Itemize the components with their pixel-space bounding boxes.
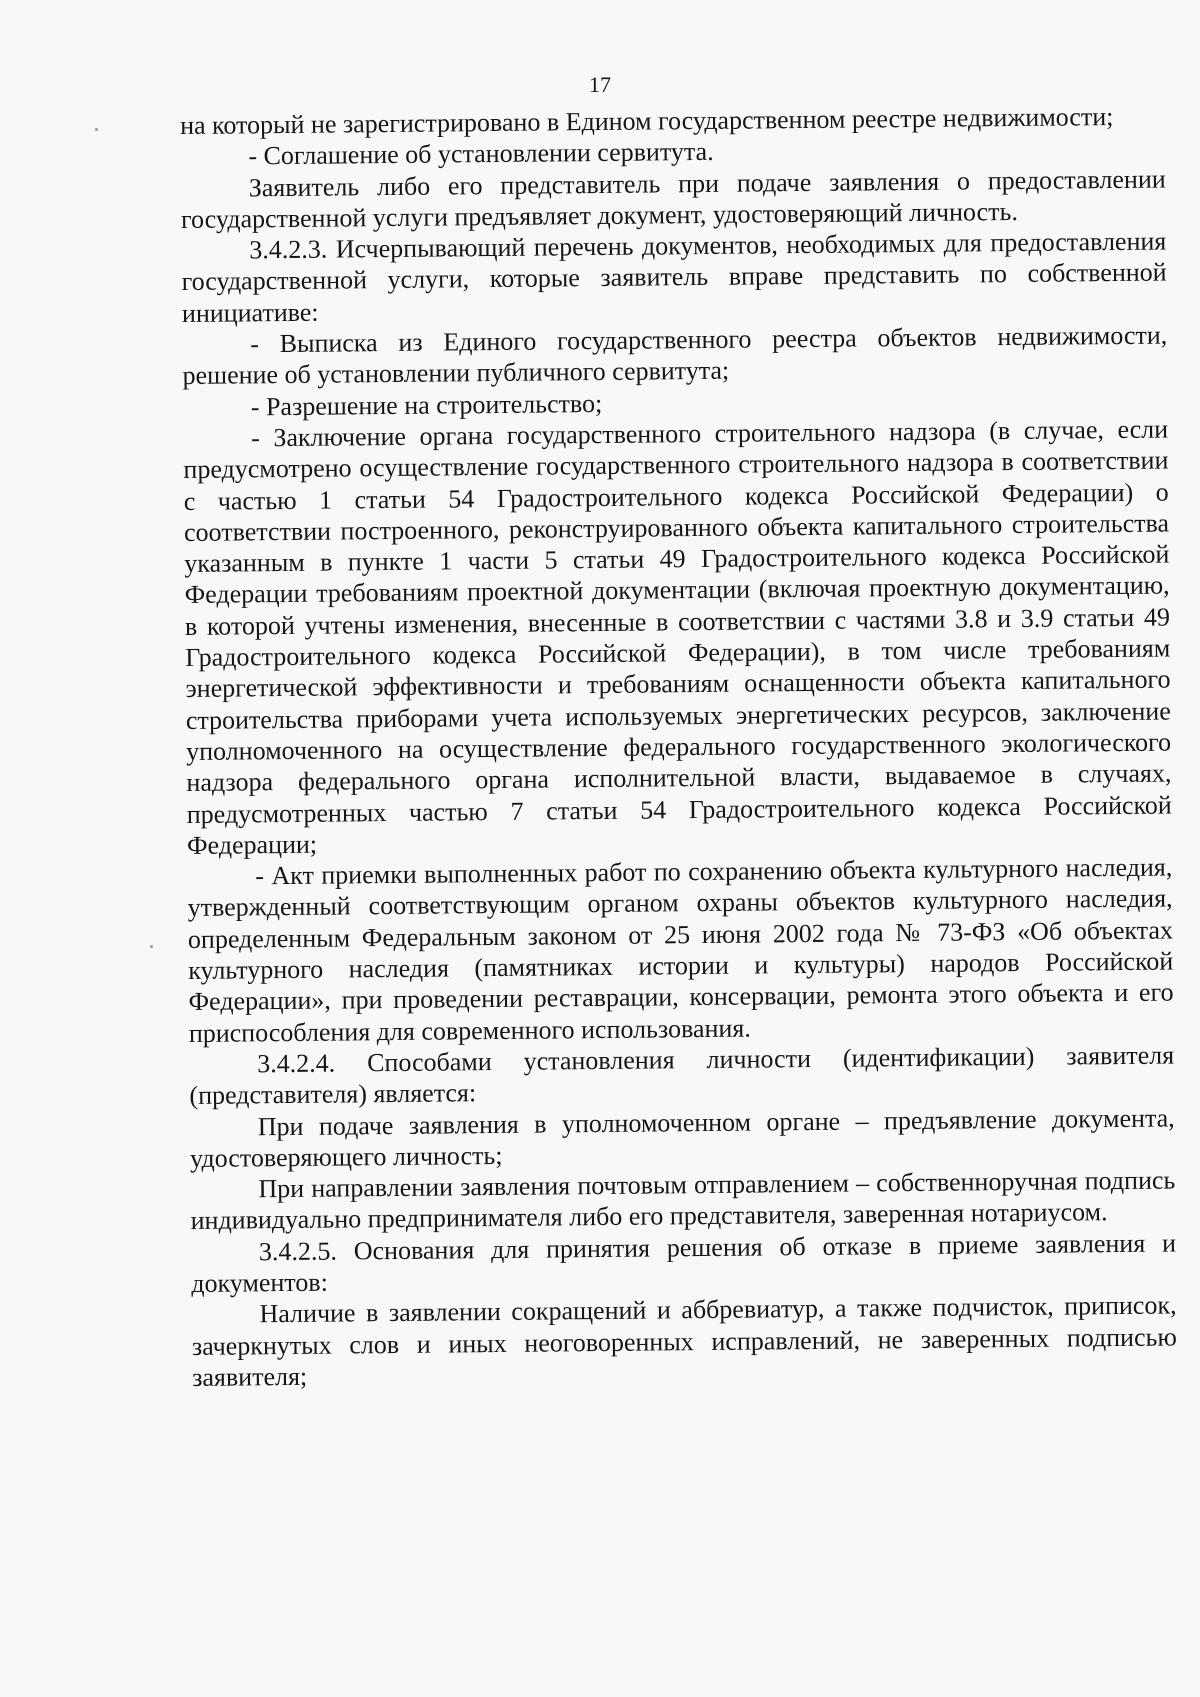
- paragraph: на который не зарегистрировано в Едином государственном реестре недвижимости;: [180, 102, 1114, 140]
- scan-speck: [150, 945, 153, 948]
- paragraph: 3.4.2.5. Основания для принятия решения об отказе в приеме заявления и документов:: [191, 1228, 1177, 1298]
- paragraph: 3.4.2.3. Исчерпывающий перечень документов, необходимых для предоставления государственной услуги, которые заявитель вправе представить по собственной инициативе:: [181, 226, 1167, 328]
- paragraph: При направлении заявления почтовым отправлением – собственноручная подпись индивидуально предпринимателя либо его представителя, заверенная нотариусом.: [190, 1165, 1176, 1236]
- paragraph: Заявитель либо его представитель при подаче заявления о предоставлении государственной услуги предъявляет документ, удостоверяющий личность.: [180, 164, 1166, 234]
- paragraph: Наличие в заявлении сокращений и аббревиатур, а также подчисток, приписок, зачеркнутых слов и иных неоговоренных исправлений, не заверенных подписью заявителя;: [191, 1290, 1177, 1392]
- paragraph: - Соглашение об установлении сервитута.: [248, 137, 714, 171]
- paragraph: 3.4.2.4. Способами установления личности (идентификации) заявителя (представителя) является:: [189, 1040, 1175, 1111]
- paragraph: - Заключение органа государственного строительного надзора (в случае, если предусмотрено осуществление государственного строительного надзора в соответствии с частью 1 статьи 54 Градостроительного кодекса Российской Федерации) о соответствии построенного, реконструированного объекта капитального строительства указанным в пункте 1 части 5 статьи 49 Градостроительного кодекса Российской Федерации требованиям проектной документации (включая проектную документацию, в которой учтены изменения, внесенные в соответствии с частями 3.8 и 3.9 статьи 49 Градостроительного кодекса Российской Федерации), в том числе требованиям энергетической эффективности и требованиям оснащенности объекта капитального строительства приборами учета используемых энергетических ресурсов, заключение уполномоченного на осуществление федерального государственного экологического надзора федерального органа исполнительной власти, выдаваемое в случаях, предусмотренных частью 7 статьи 54 Градостроительного кодекса Российской Федерации;: [183, 414, 1172, 860]
- paragraph: - Акт приемки выполненных работ по сохранению объекта культурного наследия, утвержденный соответствующим органом охраны объектов культурного наследия, определенным Федеральным законом от 25 июня 2002 года № 73-ФЗ «Об объектах культурного наследия (памятниках истории и культуры) народов Российской Федерации», при проведении реставрации, консервации, ремонта этого объекта и его приспособления для современного использования.: [187, 852, 1174, 1048]
- page-number: 17: [589, 72, 611, 97]
- paragraph: - Разрешение на строительство;: [250, 388, 603, 422]
- paragraph: При подаче заявления в уполномоченном органе – предъявление документа, удостоверяющего личность;: [189, 1102, 1175, 1173]
- document-body: [180, 101, 1177, 1394]
- paragraph: - Выписка из Единого государственного реестра объектов недвижимости, решение об установлении публичного сервитута;: [182, 320, 1168, 391]
- scan-speck: [95, 128, 98, 131]
